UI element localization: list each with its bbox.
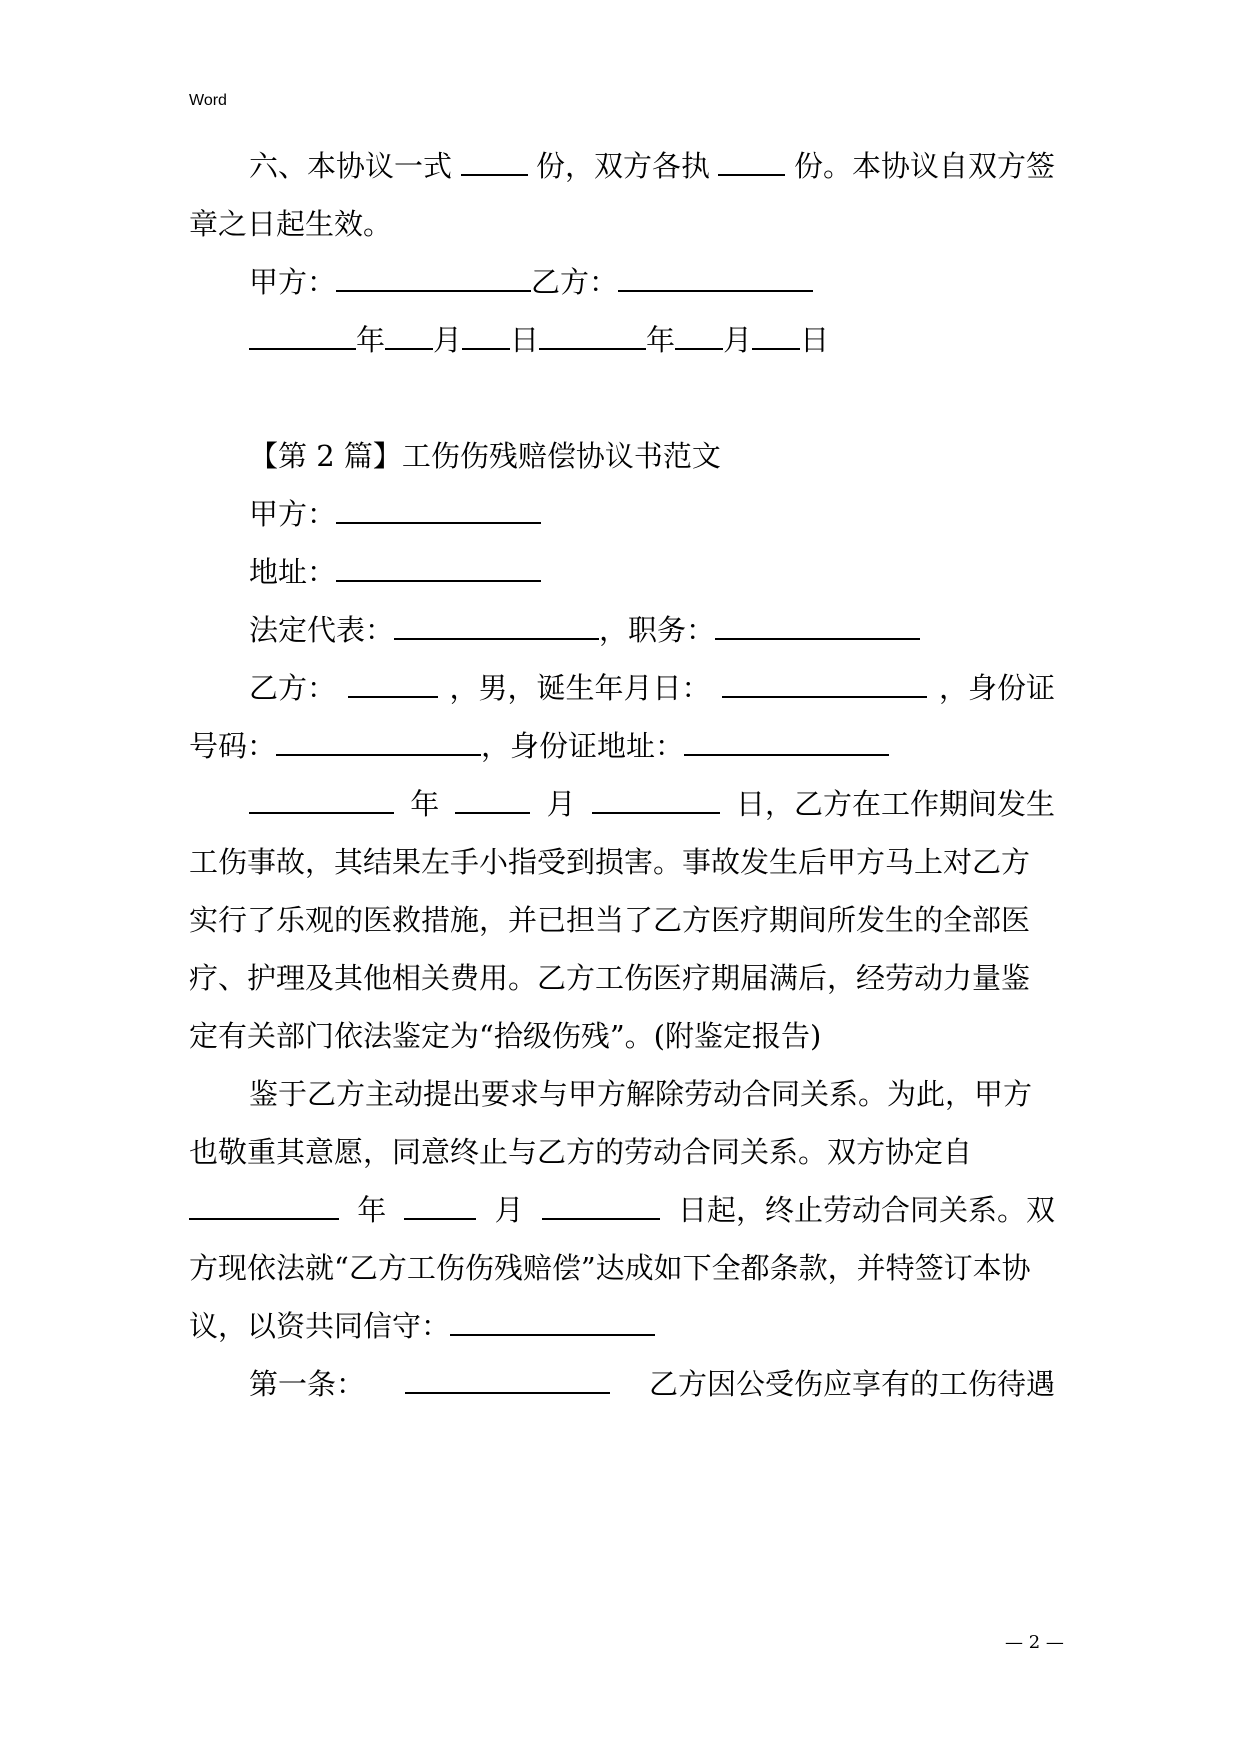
clause-six-line2: 章之日起生效。 (189, 207, 393, 241)
blank-field (405, 1364, 610, 1394)
address-field (249, 552, 1055, 592)
text: 议，以资共同信守： (189, 1309, 451, 1343)
blank-field (336, 552, 541, 582)
month-label: 月 (433, 323, 463, 357)
legal-rep-label: 法定代表： (249, 613, 395, 647)
para1-line1 (249, 784, 1055, 824)
clause-six-line1 (249, 146, 1055, 186)
blank-field (715, 610, 920, 640)
gender-birth-label: ，男，诞生年月日： (449, 671, 711, 705)
blank-field (336, 262, 531, 292)
para2-line5 (189, 1306, 1055, 1346)
para2-line4: 方现依法就“乙方工伤伤残赔偿”达成如下全都条款，并特签订本协 (189, 1251, 1031, 1285)
para1-line2: 工伤事故，其结果左手小指受到损害。事故发生后甲方马上对乙方 (189, 845, 1031, 879)
signature-line (249, 262, 1055, 302)
month-label: 月 (494, 1193, 524, 1227)
blank-field (404, 1190, 476, 1220)
article-title: 【第 2 篇】工伤伤残赔偿协议书范文 (249, 439, 721, 473)
blank-field (684, 726, 889, 756)
year-label: 年 (410, 787, 440, 821)
blank-field (618, 262, 813, 292)
para2-line2: 也敬重其意愿，同意终止与乙方的劳动合同关系。双方协定自 (189, 1135, 973, 1169)
party-b-label: 乙方： (531, 265, 619, 299)
blank-field (592, 784, 720, 814)
year-label: 年 (356, 323, 386, 357)
blank-field (348, 668, 438, 698)
header-label: Word (189, 92, 227, 109)
article-one (249, 1364, 1055, 1404)
blank-field (336, 494, 541, 524)
party-a-label: 甲方： (249, 265, 337, 299)
blank-field (394, 610, 599, 640)
signature-date-line (249, 320, 1055, 360)
blank-field (718, 146, 785, 176)
day-label: 日 (510, 323, 540, 357)
para1-line4: 疗、护理及其他相关费用。乙方工伤医疗期届满后，经劳动力量鉴 (189, 961, 1031, 995)
year-label: 年 (646, 323, 676, 357)
id-prefix-label: ，身份证 (938, 671, 1055, 705)
para2-line1: 鉴于乙方主动提出要求与甲方解除劳动合同关系。为此，甲方 (249, 1077, 1033, 1111)
blank-field (249, 784, 394, 814)
para1-line5: 定有关部门依法鉴定为“拾级伤残”。(附鉴定报告) (189, 1019, 822, 1053)
blank-field (385, 320, 433, 350)
day-label: 日 (800, 323, 830, 357)
party-a-field (249, 494, 1055, 534)
id-number-label: 号码： (189, 729, 277, 763)
year-label: 年 (357, 1193, 387, 1227)
party-b-field (249, 668, 1055, 708)
month-label: 月 (546, 787, 576, 821)
text: 份，双方各执 (535, 149, 710, 183)
blank-field (462, 320, 510, 350)
blank-field (722, 668, 927, 698)
month-label: 月 (723, 323, 753, 357)
legal-rep-field (249, 610, 1055, 650)
position-label: ，职务： (599, 613, 716, 647)
blank-field (675, 320, 723, 350)
blank-field (455, 784, 530, 814)
blank-field (276, 726, 481, 756)
para1-line3: 实行了乐观的医救措施，并已担当了乙方医疗期间所发生的全部医 (189, 903, 1031, 937)
blank-field (461, 146, 528, 176)
text: 份。本协议自双方签 (793, 149, 1055, 183)
page-number: — 2 — (1005, 1632, 1064, 1653)
blank-field (752, 320, 800, 350)
blank-field (542, 1190, 660, 1220)
blank-field (189, 1190, 339, 1220)
blank-field (450, 1306, 655, 1336)
blank-field (539, 320, 646, 350)
article-one-label: 第一条： (249, 1367, 366, 1401)
party-b-label: 乙方： (249, 671, 337, 705)
id-number-field (189, 726, 1055, 766)
para2-line3 (189, 1190, 1055, 1230)
party-a-label: 甲方： (249, 497, 337, 531)
text: 日起，终止劳动合同关系。双 (677, 1193, 1055, 1227)
text: 日，乙方在工作期间发生 (735, 787, 1055, 821)
blank-field (249, 320, 356, 350)
text: 乙方因公受伤应享有的工伤待遇 (648, 1367, 1055, 1401)
address-label: 地址： (249, 555, 337, 589)
text: 六、本协议一式 (249, 149, 453, 183)
id-address-label: ，身份证地址： (481, 729, 685, 763)
